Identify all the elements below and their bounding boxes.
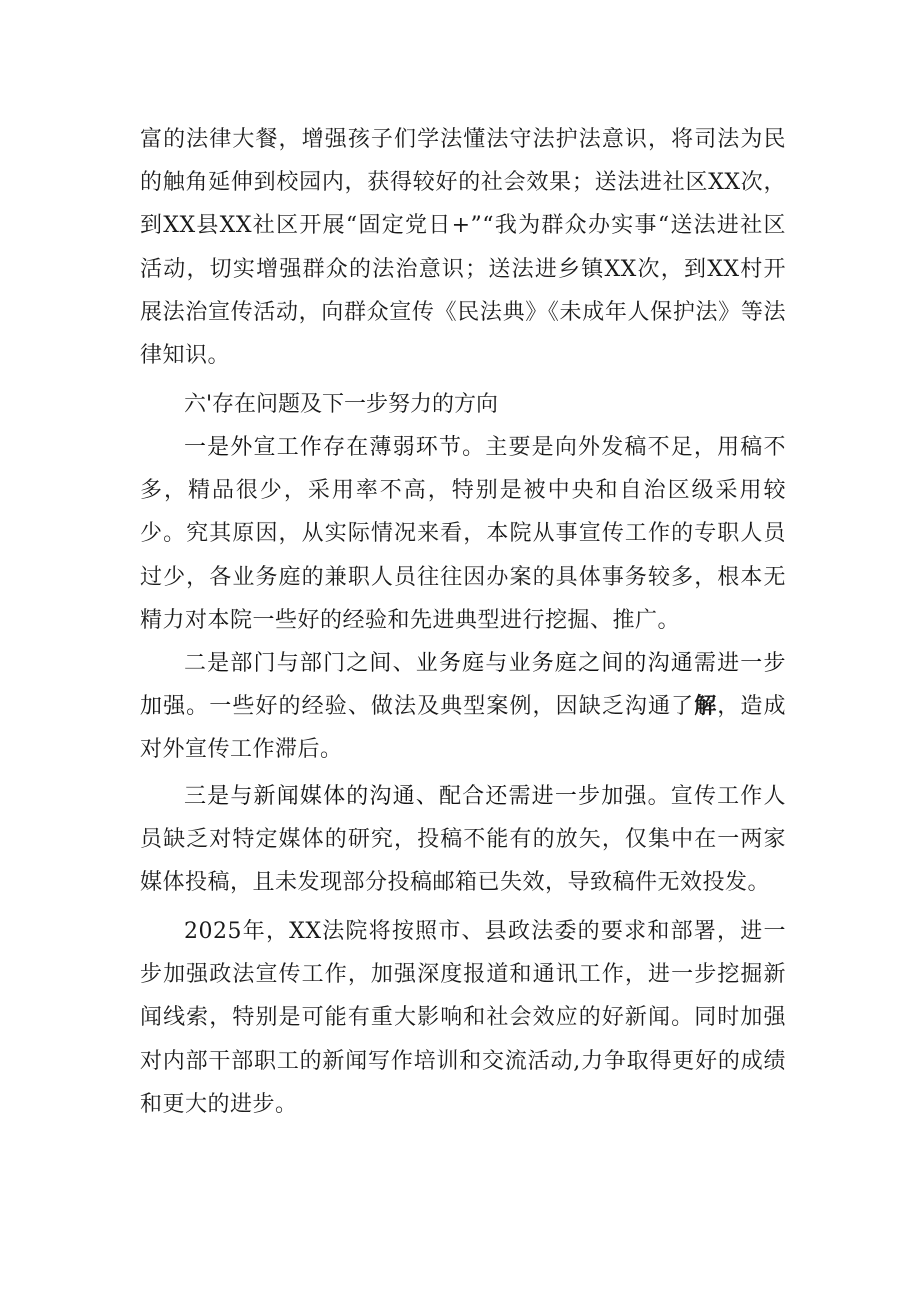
issue-2-body-a: 一些好的经验、做法及典型案例，因缺乏沟通了 [209,694,695,720]
issue-3-lead: 三是与新闻媒体的沟通、配合还需进一步加强。 [184,784,671,809]
issue-3-body: 宣传工作人员缺乏对特定媒体的研究，投稿不能有的放矢，仅集中在一两家媒体投稿，且未发现部分投稿邮箱已失效，导致稿件无效投发。 [140,784,786,896]
paragraph-plan: 2025年，XX法院将按照市、县政法委的要求和部署，进一步加强政法宣传工作，加强深度报道和通讯工作，进一步挖掘新闻线索，特别是可能有重大影响和社会效应的好新闻。同时加强对内部干部职工的新闻写作培训和交流活动,力争取得更好的成绩和更大的进步。 [140,919,786,1117]
paragraph-intro: 富的法律大餐，增强孩子们学法懂法守法护法意识，将司法为民的触角延伸到校园内，获得较好的社会效果；送法进社区XX次，到XX县XX社区开展“固定党日+”“我为群众办实事“送法进社区活动，切实增强群众的法治意识；送法进乡镇XX次，到XX村开展法治宣传活动，向群众宣传《民法典》《未成年人保护法》等法律知识。 [140,127,786,369]
section-heading: 六'存在问题及下一步努力的方向 [184,392,499,417]
issue-2-body-b: ，造成对外宣传工作滞后。 [140,694,786,763]
paragraph-issue-2 [140,642,786,772]
issue-2-lead: 二是部门与部门之间、业务庭与业务庭之间的沟通需进一步加强。 [140,651,786,720]
issue-1-body: 主要是向外发稿不足，用稿不多，精品很少，采用率不高，特别是被中央和自治区级采用较少。究其原因，从实际情况来看，本院从事宣传工作的专职人员过少，各业务庭的兼职人员往往因办案的具体事务较多，根本无精力对本院一些好的经验和先进典型进行挖掘、推广。 [140,435,786,633]
paragraph-issue-3 [140,775,786,905]
issue-2-body-bold: 解 [694,694,718,720]
issue-1-lead: 一是外宣工作存在薄弱环节。 [184,435,486,460]
paragraph-issue-1 [140,426,786,642]
